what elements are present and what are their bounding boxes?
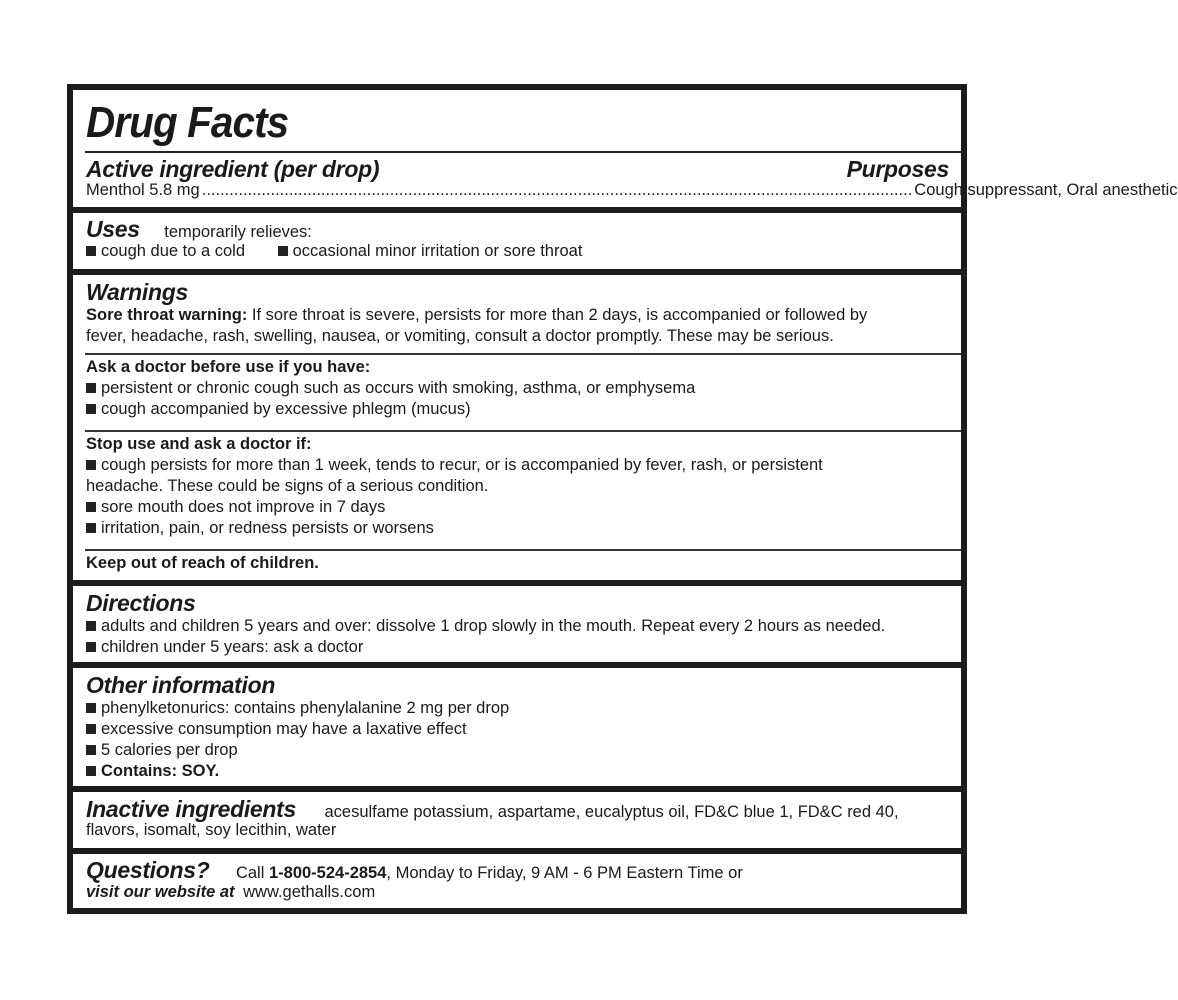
subsection-rule [85,549,961,551]
website-link[interactable]: www.gethalls.com [243,883,376,901]
title-rule [85,151,961,153]
list-item: 5 calories per drop [86,740,949,761]
inactive-ingredients-heading: Inactive ingredients [86,796,297,822]
title-section [73,98,961,148]
other-information-heading: Other information [86,672,276,698]
bullet-icon [86,724,96,734]
questions-heading: Questions? [86,857,210,883]
section-divider [73,207,961,213]
sore-throat-label: Sore throat warning: [86,306,248,324]
other-information-section [73,672,961,782]
list-item: cough due to a cold [86,242,245,260]
list-item: cough persists for more than 1 week, tends to recur, or is accompanied by fever, rash, or persistent [86,455,949,476]
phone-number: 1-800-524-2854 [268,864,387,882]
subsection-rule [85,430,961,432]
active-ingredient-name: Menthol 5.8 mg [86,181,200,199]
list-item-continuation: headache. These could be signs of a serious condition. [86,477,489,495]
call-text: Call [235,864,269,882]
purposes-heading: Purposes [846,156,949,182]
list-item: children under 5 years: ask a doctor [86,637,949,658]
stop-use-section [73,434,961,539]
section-divider [73,269,961,275]
list-item: adults and children 5 years and over: dissolve 1 drop slowly in the mouth. Repeat every 2 hours as needed. [86,616,949,637]
uses-heading: Uses [86,216,140,242]
warnings-heading: Warnings [86,279,188,305]
section-divider [73,786,961,792]
list-item: persistent or chronic cough such as occurs with smoking, asthma, or emphysema [86,378,949,399]
inactive-ingredients-text: acesulfame potassium, aspartame, eucalyptus oil, FD&C blue 1, FD&C red 40, [324,803,899,821]
list-item: Contains: SOY. [86,761,949,782]
questions-section [73,857,961,903]
directions-heading: Directions [86,590,196,616]
bullet-icon [86,621,96,631]
bullet-icon [86,766,96,776]
list-item: cough accompanied by excessive phlegm (mucus) [86,399,949,420]
website-label: visit our website at [86,883,235,901]
drug-facts-inner [73,90,1178,908]
bullet-icon [86,246,96,256]
keep-out-text: Keep out of reach of children. [86,554,319,572]
bullet-icon [278,246,288,256]
sore-throat-text: fever, headache, rash, swelling, nausea, or vomiting, consult a doctor promptly. These may be serious. [86,327,834,345]
bullet-icon [86,523,96,533]
directions-section [73,590,961,658]
inactive-ingredients-text: flavors, isomalt, soy lecithin, water [86,821,337,839]
ask-doctor-heading: Ask a doctor before use if you have: [86,358,371,376]
warnings-section [73,279,961,347]
bullet-icon [86,502,96,512]
list-item: occasional minor irritation or sore throat [278,242,583,260]
uses-section [73,216,961,262]
bullet-icon [86,460,96,470]
subsection-rule [85,353,961,355]
sore-throat-text: If sore throat is severe, persists for more than 2 days, is accompanied or followed by [247,306,868,324]
section-divider [73,580,961,586]
leader-dots: ........................................................................................................................................................... [201,181,913,199]
stop-use-heading: Stop use and ask a doctor if: [86,435,312,453]
drug-facts-panel [67,84,1178,914]
ask-doctor-section [73,357,961,420]
active-ingredient-heading: Active ingredient (per drop) [86,156,380,182]
bullet-icon [86,383,96,393]
list-item: irritation, pain, or redness persists or worsens [86,518,949,539]
bullet-icon [86,642,96,652]
page-title: Drug Facts [86,98,289,147]
list-item: excessive consumption may have a laxative effect [86,719,949,740]
active-ingredient-purpose: Cough suppressant, Oral anesthetic [914,181,1178,199]
call-hours: , Monday to Friday, 9 AM - 6 PM Eastern Time or [386,864,743,882]
section-divider [73,662,961,668]
section-divider [73,848,961,854]
active-ingredient-section [73,156,1178,201]
uses-intro: temporarily relieves: [164,223,312,241]
bullet-icon [86,703,96,713]
bullet-icon [86,745,96,755]
keep-out-section [73,553,961,574]
list-item: sore mouth does not improve in 7 days [86,497,949,518]
bullet-icon [86,404,96,414]
list-item: phenylketonurics: contains phenylalanine 2 mg per drop [86,698,949,719]
inactive-ingredients-section [73,796,961,841]
